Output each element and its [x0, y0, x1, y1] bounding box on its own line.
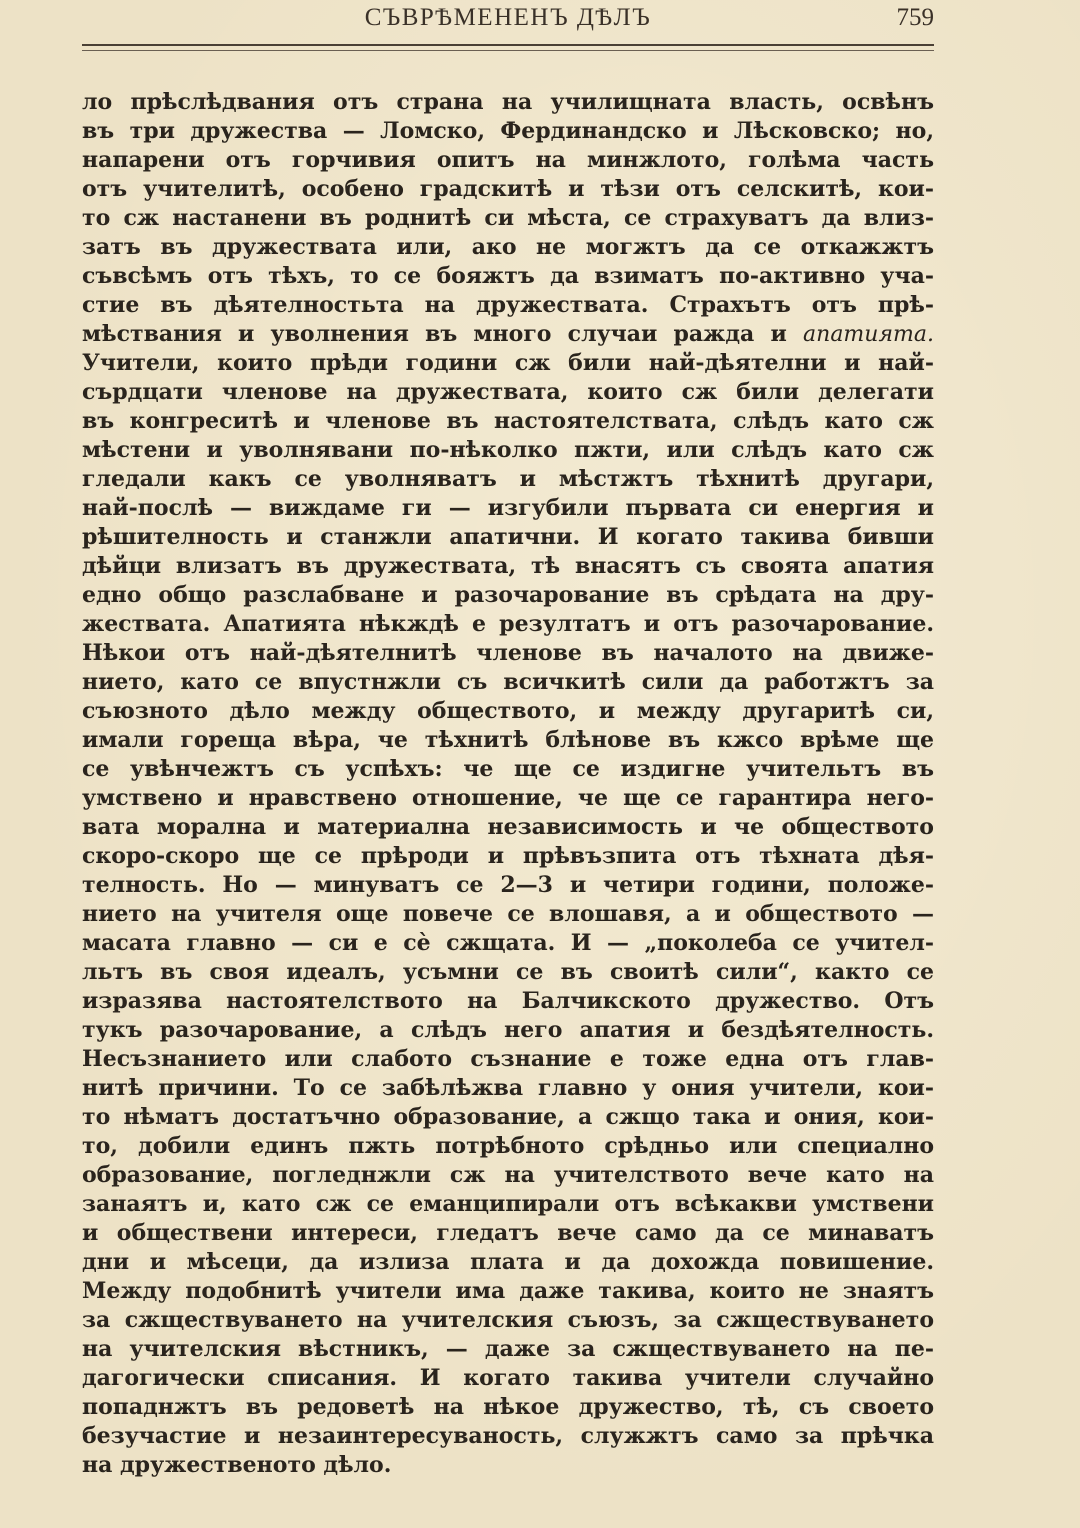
text-line: Нѣкои отъ най-дѣятелнитѣ членове въ началото на движе-: [82, 640, 934, 666]
text-line: рѣшителность и станжли апатични. И когато такива бивши: [82, 524, 934, 550]
page-header: [82, 2, 934, 38]
text-line: напарени отъ горчивия опитъ на минжлото, голѣма часть: [82, 147, 934, 173]
text-line: образование, погледнжли сж на учителството вече като на: [82, 1162, 934, 1188]
text-line: занаятъ и, като сж се еманципирали отъ всѣкакви умствени: [82, 1191, 934, 1217]
text-line: съвсѣмъ отъ тѣхъ, то се бояжтъ да взиматъ по-активно уча-: [82, 263, 934, 289]
text-line: сърдцати членове на дружествата, които сж били делегати: [82, 379, 934, 405]
page-number: 759: [896, 4, 934, 31]
text-line: едно общо разслабване и разочарование въ срѣдата на дру-: [82, 582, 934, 608]
text-line: Между подобнитѣ учители има даже такива, които не знаятъ: [82, 1278, 934, 1304]
running-title: СЪВРѢМЕНЕНЪ ДѢЛЪ: [364, 4, 652, 31]
text-line: то нѣматъ достатъчно образование, а сжщо така и ония, кои-: [82, 1104, 934, 1130]
header-rule-thin: [82, 50, 934, 51]
text-line: най-послѣ — виждаме ги — изгубили първата си енергия и: [82, 495, 934, 521]
text-line: нието, като се впустнжли съ всичкитѣ сили да работжтъ за: [82, 669, 934, 695]
text-run: мѣствания и уволнения въ много случаи ражда и: [82, 321, 804, 347]
emphasized-word: апатията.: [803, 322, 934, 347]
text-line: дагогически списания. И когато такива учители случайно: [82, 1365, 934, 1391]
text-line: за сжществуването на учителския съюзъ, за сжществуването: [82, 1307, 934, 1333]
text-line-last: на дружественото дѣло.: [82, 1452, 392, 1478]
text-line: мѣстени и уволнявани по-нѣколко пжти, или слѣдъ като сж: [82, 437, 934, 463]
text-line: изразява настоятелството на Балчикското дружество. Отъ: [82, 988, 934, 1014]
text-line: въ конгреситѣ и членове въ настоятелствата, слѣдъ като сж: [82, 408, 934, 434]
text-line: въ три дружества — Ломско, Фердинандско и Лѣсковско; но,: [82, 118, 934, 144]
text-line: затъ въ дружествата или, ако не могжтъ да се откажжтъ: [82, 234, 934, 260]
body-text: [82, 88, 934, 1480]
header-rule-thick: [82, 44, 934, 46]
text-line: на учителския вѣстникъ, — даже за сжществуването на пе-: [82, 1336, 934, 1362]
text-line: се увѣнчежтъ съ успѣхъ: че ще се издигне учительтъ въ: [82, 756, 934, 782]
text-line: ло прѣслѣдвания отъ страна на училищната власть, освѣнъ: [82, 89, 934, 115]
text-line: жествата. Апатията нѣкждѣ е резултатъ и отъ разочарование.: [82, 611, 934, 637]
text-line: льтъ въ своя идеалъ, усъмни се въ своитѣ сили“, както се: [82, 959, 934, 985]
text-line: отъ учителитѣ, особено градскитѣ и тѣзи отъ селскитѣ, кои-: [82, 176, 934, 202]
text-line: то, добили единъ пжть потрѣбното срѣдньо или специално: [82, 1133, 934, 1159]
text-line: скоро-скоро ще се прѣроди и прѣвъзпита отъ тѣхната дѣя-: [82, 843, 934, 869]
text-line: съюзното дѣло между обществото, и между другаритѣ си,: [82, 698, 934, 724]
text-line: имали гореща вѣра, че тѣхнитѣ блѣнове въ кжсо врѣме ще: [82, 727, 934, 753]
text-line: тукъ разочарование, а слѣдъ него апатия и бездѣятелность.: [82, 1017, 934, 1043]
text-line: [82, 320, 934, 349]
text-line: дни и мѣсеци, да излиза плата и да дохожда повишение.: [82, 1249, 934, 1275]
text-line: масата главно — си е сѐ сжщата. И — „поколеба се учител-: [82, 930, 934, 956]
text-line: то сж настанени въ роднитѣ си мѣста, се страхуватъ да влиз-: [82, 205, 934, 231]
text-line: умствено и нравствено отношение, че ще се гарантира него-: [82, 785, 934, 811]
text-line: гледали какъ се уволняватъ и мѣстжтъ тѣхнитѣ другари,: [82, 466, 934, 492]
text-line: безучастие и незаинтересуваность, служжтъ само за прѣчка: [82, 1423, 934, 1449]
text-line: и обществени интереси, гледатъ вече само да се минаватъ: [82, 1220, 934, 1246]
text-line: Учители, които прѣди години сж били най-дѣятелни и най-: [82, 350, 934, 376]
text-line: стие въ дѣятелностьта на дружествата. Страхътъ отъ прѣ-: [82, 292, 934, 318]
text-line: телность. Но — минуватъ се 2—3 и четири години, положе-: [82, 872, 934, 898]
text-line: вата морална и материална независимость и че обществото: [82, 814, 934, 840]
text-line: попаднжтъ въ редоветѣ на нѣкое дружество, тѣ, съ своето: [82, 1394, 934, 1420]
text-line: нитѣ причини. То се забѣлѣжва главно у ония учители, кои-: [82, 1075, 934, 1101]
text-line: нието на учителя още повече се влошавя, а и обществото —: [82, 901, 934, 927]
text-line: Несъзнанието или слабото съзнание е тоже една отъ глав-: [82, 1046, 934, 1072]
text-line: дѣйци влизатъ въ дружествата, тѣ внасятъ съ своята апатия: [82, 553, 934, 579]
